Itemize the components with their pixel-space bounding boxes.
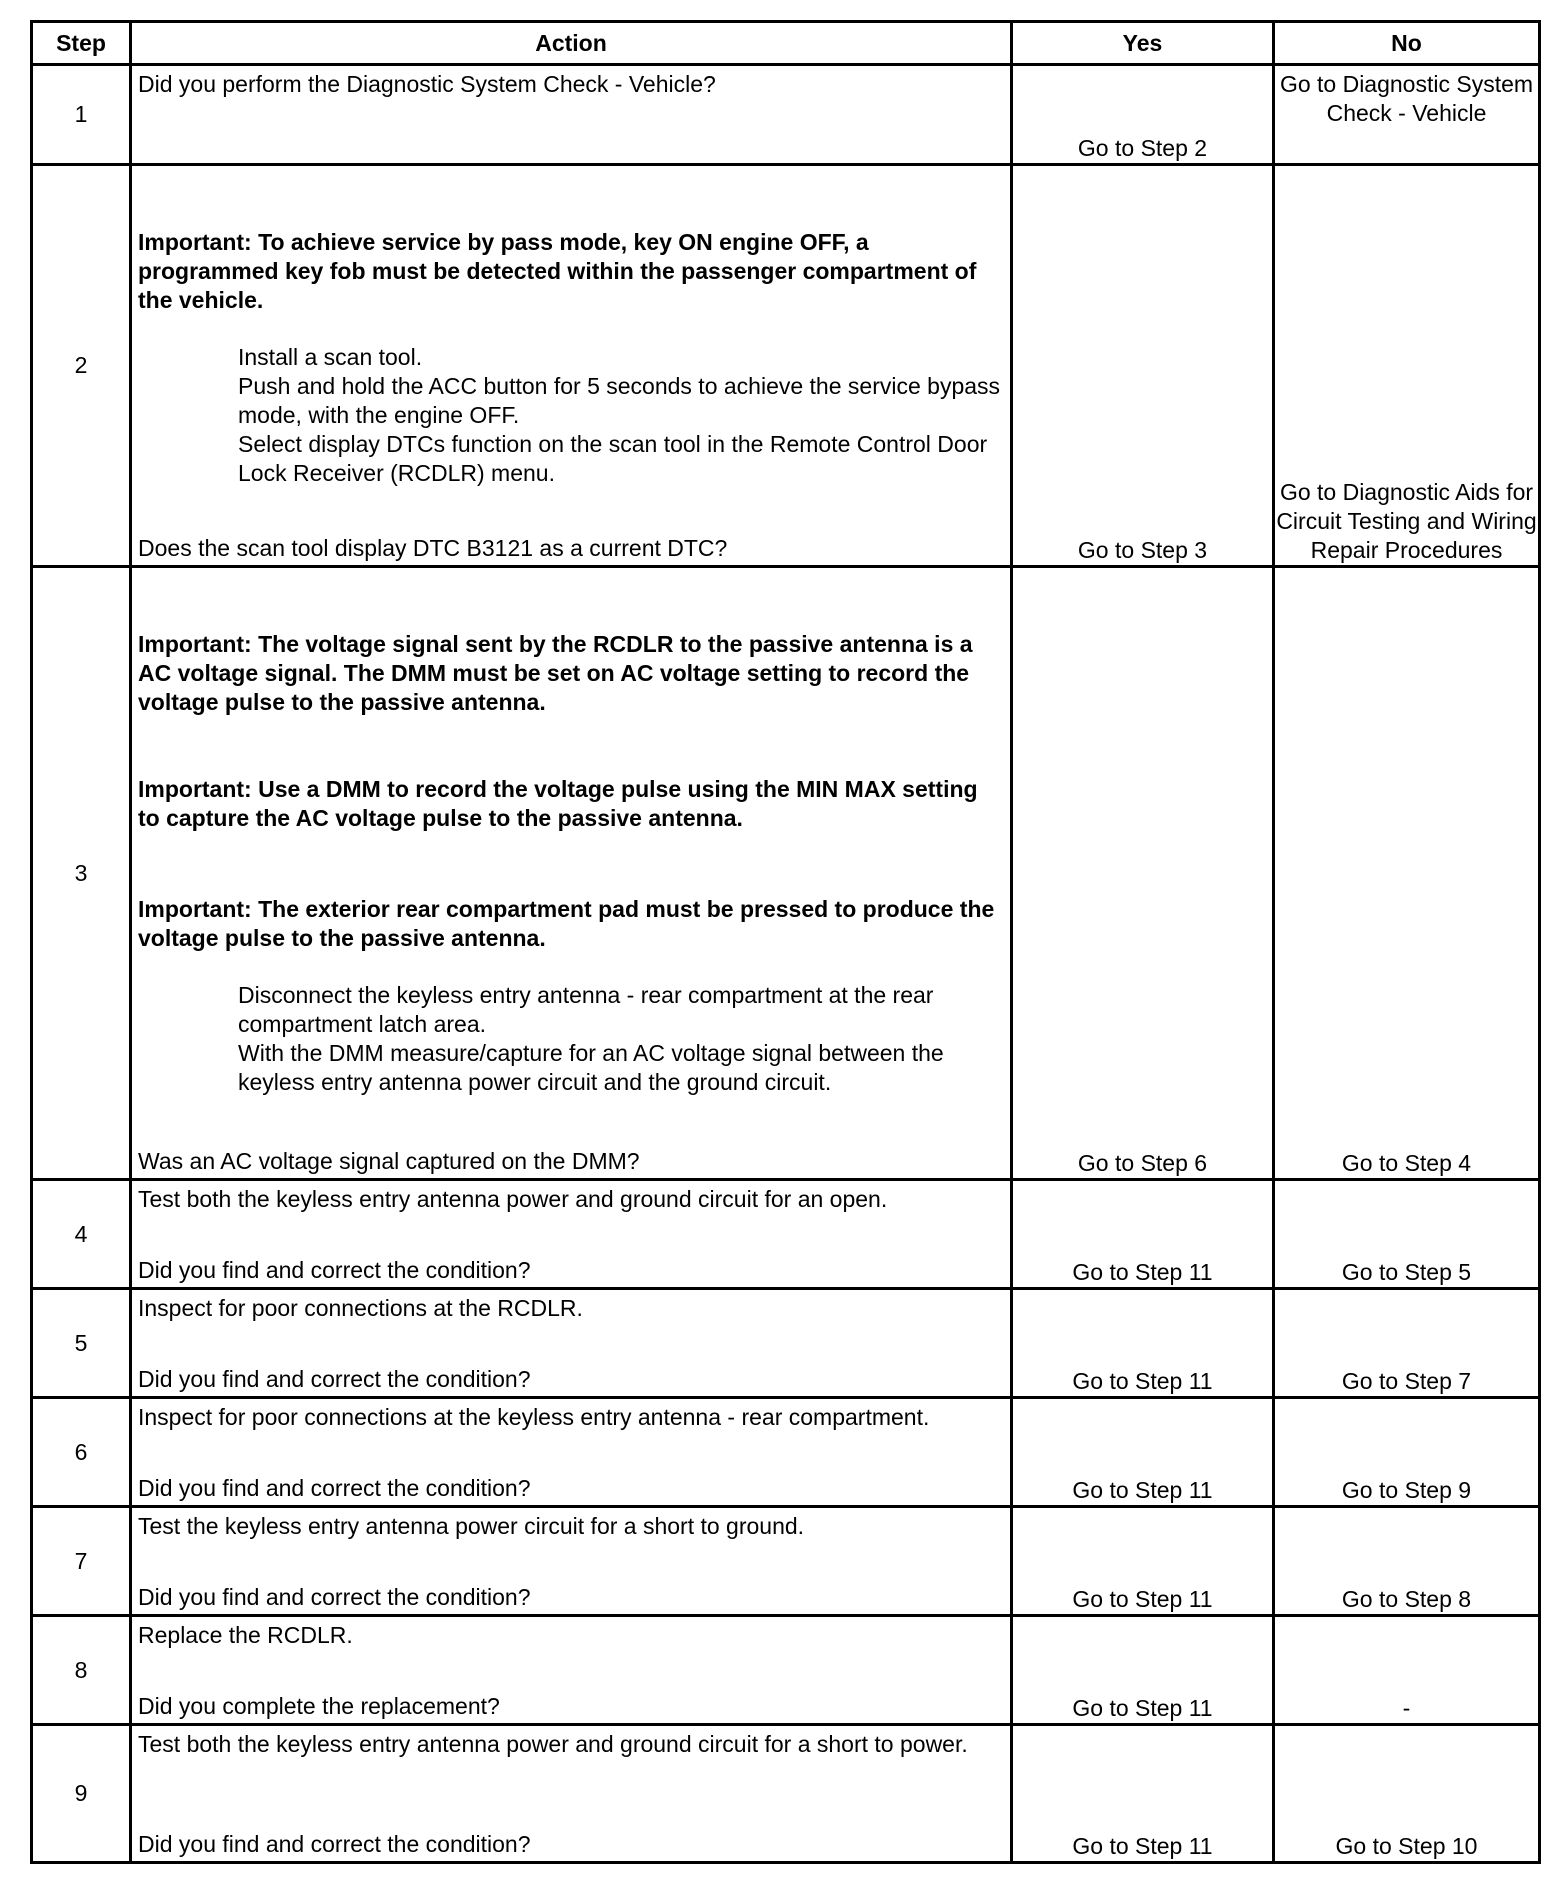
important-note: Important: The voltage signal sent by the RCDLR to the passive antenna is a AC voltage signal. The DMM must be set on AC voltage setting to record the voltage pulse to the passive antenna. xyxy=(138,631,973,715)
header-no: No xyxy=(1274,22,1540,65)
instruction: Disconnect the keyless entry antenna - rear compartment at the rear compartment latch area. xyxy=(238,982,934,1037)
question-text: Does the scan tool display DTC B3121 as a current DTC? xyxy=(138,535,728,561)
step-number: 7 xyxy=(32,1507,131,1616)
yes-cell: Go to Step 11 xyxy=(1012,1616,1274,1725)
header-yes: Yes xyxy=(1012,22,1274,65)
step-number: 6 xyxy=(32,1398,131,1507)
table-row xyxy=(32,1616,1540,1725)
yes-cell: Go to Step 11 xyxy=(1012,1180,1274,1289)
no-cell: Go to Diagnostic System Check - Vehicle xyxy=(1274,65,1540,165)
yes-cell: Go to Step 2 xyxy=(1012,65,1274,165)
no-cell: Go to Step 4 xyxy=(1274,567,1540,1180)
action-cell xyxy=(131,567,1012,1180)
table-row xyxy=(32,567,1540,1180)
action-cell xyxy=(131,1507,1012,1616)
table-row xyxy=(32,1507,1540,1616)
important-note: Important: To achieve service by pass mode, key ON engine OFF, a programmed key fob must be detected within the passenger compartment of the vehicle. xyxy=(138,229,977,313)
step-number: 8 xyxy=(32,1616,131,1725)
action-text: Replace the RCDLR. xyxy=(138,1622,353,1648)
table-row xyxy=(32,65,1540,165)
step-number: 4 xyxy=(32,1180,131,1289)
action-cell xyxy=(131,1725,1012,1863)
question-text: Did you find and correct the condition? xyxy=(138,1475,531,1501)
header-step: Step xyxy=(32,22,131,65)
table-row xyxy=(32,1289,1540,1398)
action-text: Did you perform the Diagnostic System Check - Vehicle? xyxy=(138,71,716,97)
action-text: Test the keyless entry antenna power circuit for a short to ground. xyxy=(138,1513,805,1539)
question-text: Did you find and correct the condition? xyxy=(138,1257,531,1283)
table-row xyxy=(32,1725,1540,1863)
yes-cell: Go to Step 11 xyxy=(1012,1289,1274,1398)
no-cell: Go to Step 8 xyxy=(1274,1507,1540,1616)
action-cell xyxy=(131,1616,1012,1725)
step-number: 3 xyxy=(32,567,131,1180)
action-cell xyxy=(131,1289,1012,1398)
no-cell: Go to Step 10 xyxy=(1274,1725,1540,1863)
yes-cell: Go to Step 11 xyxy=(1012,1507,1274,1616)
yes-cell: Go to Step 6 xyxy=(1012,567,1274,1180)
action-text: Inspect for poor connections at the keyless entry antenna - rear compartment. xyxy=(138,1404,930,1430)
instruction: With the DMM measure/capture for an AC voltage signal between the keyless entry antenna power circuit and the ground circuit. xyxy=(238,1040,944,1095)
action-cell xyxy=(131,65,1012,165)
no-cell: - xyxy=(1274,1616,1540,1725)
question-text: Did you find and correct the condition? xyxy=(138,1366,531,1392)
header-action: Action xyxy=(131,22,1012,65)
question-text: Did you find and correct the condition? xyxy=(138,1831,531,1857)
step-number: 9 xyxy=(32,1725,131,1863)
yes-cell: Go to Step 11 xyxy=(1012,1398,1274,1507)
question-text: Was an AC voltage signal captured on the DMM? xyxy=(138,1148,640,1174)
table-row xyxy=(32,1398,1540,1507)
action-cell xyxy=(131,1398,1012,1507)
header-row xyxy=(32,22,1540,65)
step-number: 2 xyxy=(32,165,131,567)
table-row xyxy=(32,1180,1540,1289)
important-note: Important: Use a DMM to record the voltage pulse using the MIN MAX setting to capture the AC voltage pulse to the passive antenna. xyxy=(138,776,978,831)
instruction: Select display DTCs function on the scan tool in the Remote Control Door Lock Receiver (RCDLR) menu. xyxy=(238,431,988,486)
table-row xyxy=(32,165,1540,567)
action-text: Test both the keyless entry antenna power and ground circuit for an open. xyxy=(138,1186,888,1212)
instruction: Install a scan tool. xyxy=(238,344,423,370)
step-number: 5 xyxy=(32,1289,131,1398)
action-text: Inspect for poor connections at the RCDLR. xyxy=(138,1295,583,1321)
action-cell xyxy=(131,1180,1012,1289)
diagnostic-table xyxy=(30,20,1541,1864)
no-cell: Go to Step 5 xyxy=(1274,1180,1540,1289)
no-cell: Go to Step 9 xyxy=(1274,1398,1540,1507)
instruction: Push and hold the ACC button for 5 seconds to achieve the service bypass mode, with the engine OFF. xyxy=(238,373,1001,428)
no-cell: Go to Step 7 xyxy=(1274,1289,1540,1398)
yes-cell: Go to Step 3 xyxy=(1012,165,1274,567)
step-number: 1 xyxy=(32,65,131,165)
no-cell: Go to Diagnostic Aids for Circuit Testing and Wiring Repair Procedures xyxy=(1274,165,1540,567)
important-note: Important: The exterior rear compartment pad must be pressed to produce the voltage pulse to the passive antenna. xyxy=(138,896,995,951)
action-cell xyxy=(131,165,1012,567)
question-text: Did you find and correct the condition? xyxy=(138,1584,531,1610)
question-text: Did you complete the replacement? xyxy=(138,1693,500,1719)
yes-cell: Go to Step 11 xyxy=(1012,1725,1274,1863)
action-text: Test both the keyless entry antenna power and ground circuit for a short to power. xyxy=(138,1731,968,1757)
